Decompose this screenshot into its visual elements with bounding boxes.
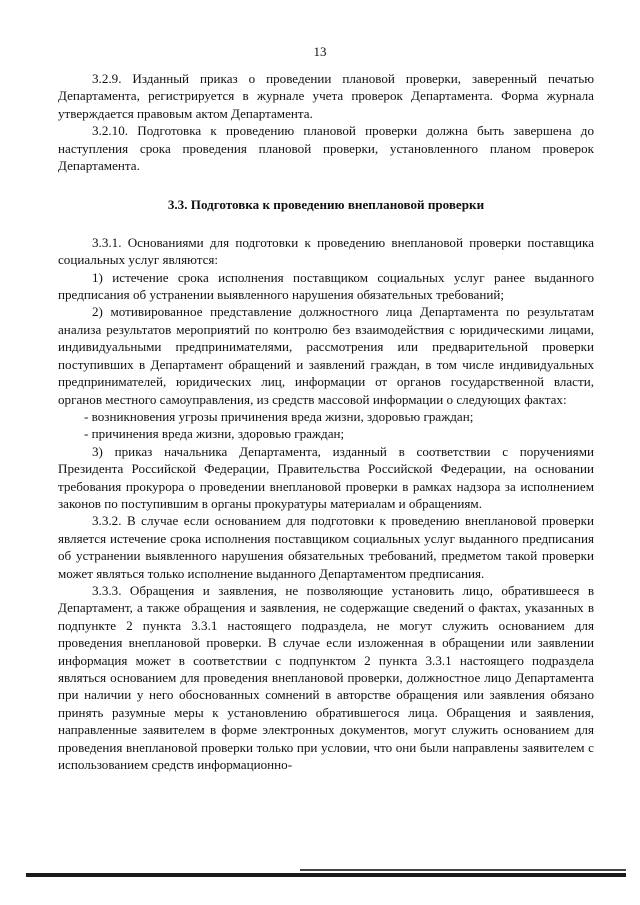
- paragraph-3-3-1: 3.3.1. Основаниями для подготовки к проведению внеплановой проверки поставщика социальных услуг являются:: [58, 234, 594, 268]
- scan-edge-line: [300, 869, 626, 871]
- section-heading-3-3: 3.3. Подготовка к проведению внеплановой проверки: [167, 197, 485, 213]
- paragraph-3-3-3: 3.3.3. Обращения и заявления, не позволяющие установить лицо, обратившееся в Департамент, а также обращения и заявления, не содержащие сведений о фактах, указанных в подпункте 2 пункта 3.3.1 настоящего подраздела, не могут служить основанием для проведения внеплановой проверки. В случае если изложенная в обращении или заявлении информация может в соответствии с подпунктом 2 пункта 3.3.1 настоящего подраздела являться основанием для проведения внеплановой проверки, должностное лицо Департамента при наличии у него обоснованных сомнений в авторстве обращения или заявления обязано принять разумные меры к установлению обратившегося лица. Обращения и заявления, направленные заявителем в форме электронных документов, могут служить основанием для проведения внеплановой проверки только при условии, что они были направлены заявителем с использованием средств информационно-: [58, 582, 594, 773]
- paragraph-3-2-9: 3.2.9. Изданный приказ о проведении плановой проверки, заверенный печатью Департамента, регистрируется в журнале учета проверок Департамента. Форма журнала утверждается правовым актом Департамента.: [58, 71, 594, 121]
- page-number: 13: [313, 44, 327, 59]
- list-item-3: 3) приказ начальника Департамента, изданный в соответствии с поручениями Президента Российской Федерации, Правительства Российской Федерации, на основании требования прокурора о проведении внеплановой проверки в рамках надзора за исполнением законов по поступившим в органы прокуратуры материалам и обращениям.: [58, 443, 594, 511]
- list-item-2: 2) мотивированное представление должностного лица Департамента по результатам анализа результатов мероприятий по контролю без взаимодействия с юридическими лицами, индивидуальными предпринимателями, рассмотрения или предварительной проверки поступивших в Департамент обращений и заявлений граждан, в том числе индивидуальных предпринимателей, юридических лиц, информации от органов государственной власти, органов местного самоуправления, из средств массовой информации о следующих фактах:: [58, 304, 594, 407]
- list-item-1: 1) истечение срока исполнения поставщиком социальных услуг ранее выданного предписания об устранении выявленного нарушения обязательных требований;: [58, 269, 594, 303]
- dash-item-2: - причинения вреда жизни, здоровью граждан;: [84, 426, 345, 442]
- paragraph-3-2-10: 3.2.10. Подготовка к проведению плановой проверки должна быть завершена до наступления срока проведения плановой проверки, установленного планом проверок Департамента.: [58, 123, 594, 174]
- dash-item-1: - возникновения угрозы причинения вреда жизни, здоровью граждан;: [84, 408, 474, 424]
- scan-bottom-bar: [26, 873, 626, 877]
- paragraph-3-3-2: 3.3.2. В случае если основанием для подготовки к проведению внеплановой проверки является истечение срока исполнения поставщиком социальных услуг выданного предписания об устранении выявленного нарушения обязательных требований, предметом такой проверки может являться только исполнение выданного Департаментом предписания.: [58, 513, 594, 581]
- document-body: [58, 70, 594, 773]
